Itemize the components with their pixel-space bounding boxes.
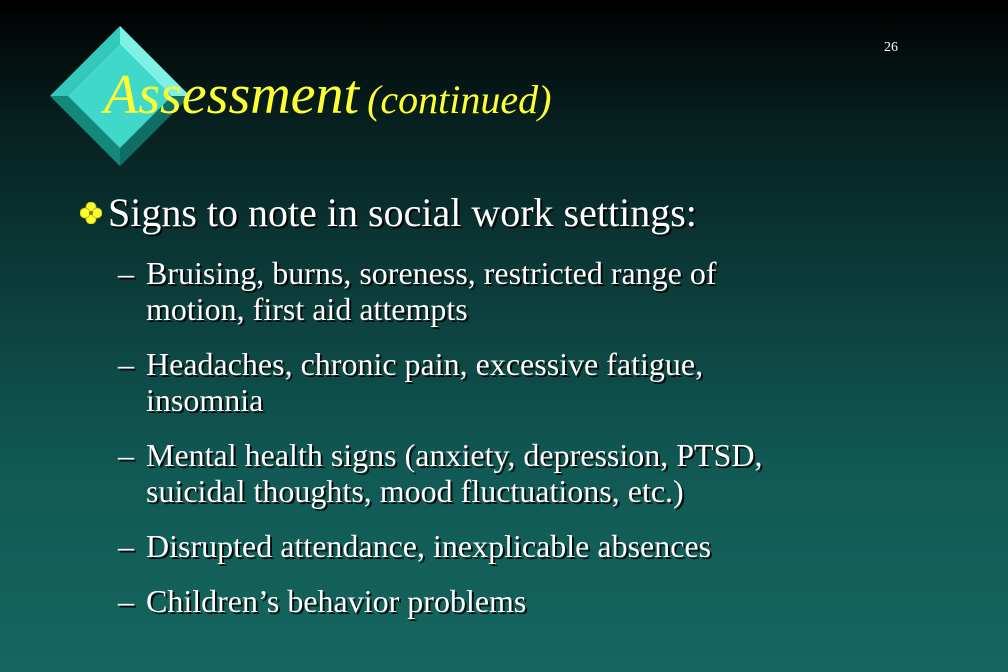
dash-marker: – [118, 437, 134, 473]
dash-marker: – [118, 528, 134, 564]
sub-bullet-text: Headaches, chronic pain, excessive fatigue, insomnia [146, 346, 704, 418]
title-sub: (continued) [367, 77, 552, 122]
slide-title [104, 62, 551, 135]
slide-number: 26 [884, 40, 898, 55]
main-bullet-text: Signs to note in social work settings: [108, 190, 697, 235]
sub-bullet-text: Mental health signs (anxiety, depression, PTSD, suicidal thoughts, mood fluctuations, etc.) [146, 437, 763, 509]
sub-bullet-text: Bruising, burns, soreness, restricted range of motion, first aid attempts [146, 255, 717, 327]
sub-bullet-list [118, 255, 978, 638]
sub-bullet-text: Children’s behavior problems [146, 583, 527, 619]
sub-bullet-item [118, 528, 978, 564]
sub-bullet-item [118, 437, 978, 509]
dash-marker: – [118, 255, 134, 291]
dash-marker: – [118, 346, 134, 382]
main-bullet [80, 190, 980, 236]
four-petal-bullet-icon [80, 202, 102, 224]
sub-bullet-item [118, 255, 978, 327]
title-main: Assessment [104, 64, 360, 126]
dash-marker: – [118, 583, 134, 619]
sub-bullet-text: Disrupted attendance, inexplicable absences [146, 528, 712, 564]
sub-bullet-item [118, 346, 978, 418]
sub-bullet-item [118, 583, 978, 619]
